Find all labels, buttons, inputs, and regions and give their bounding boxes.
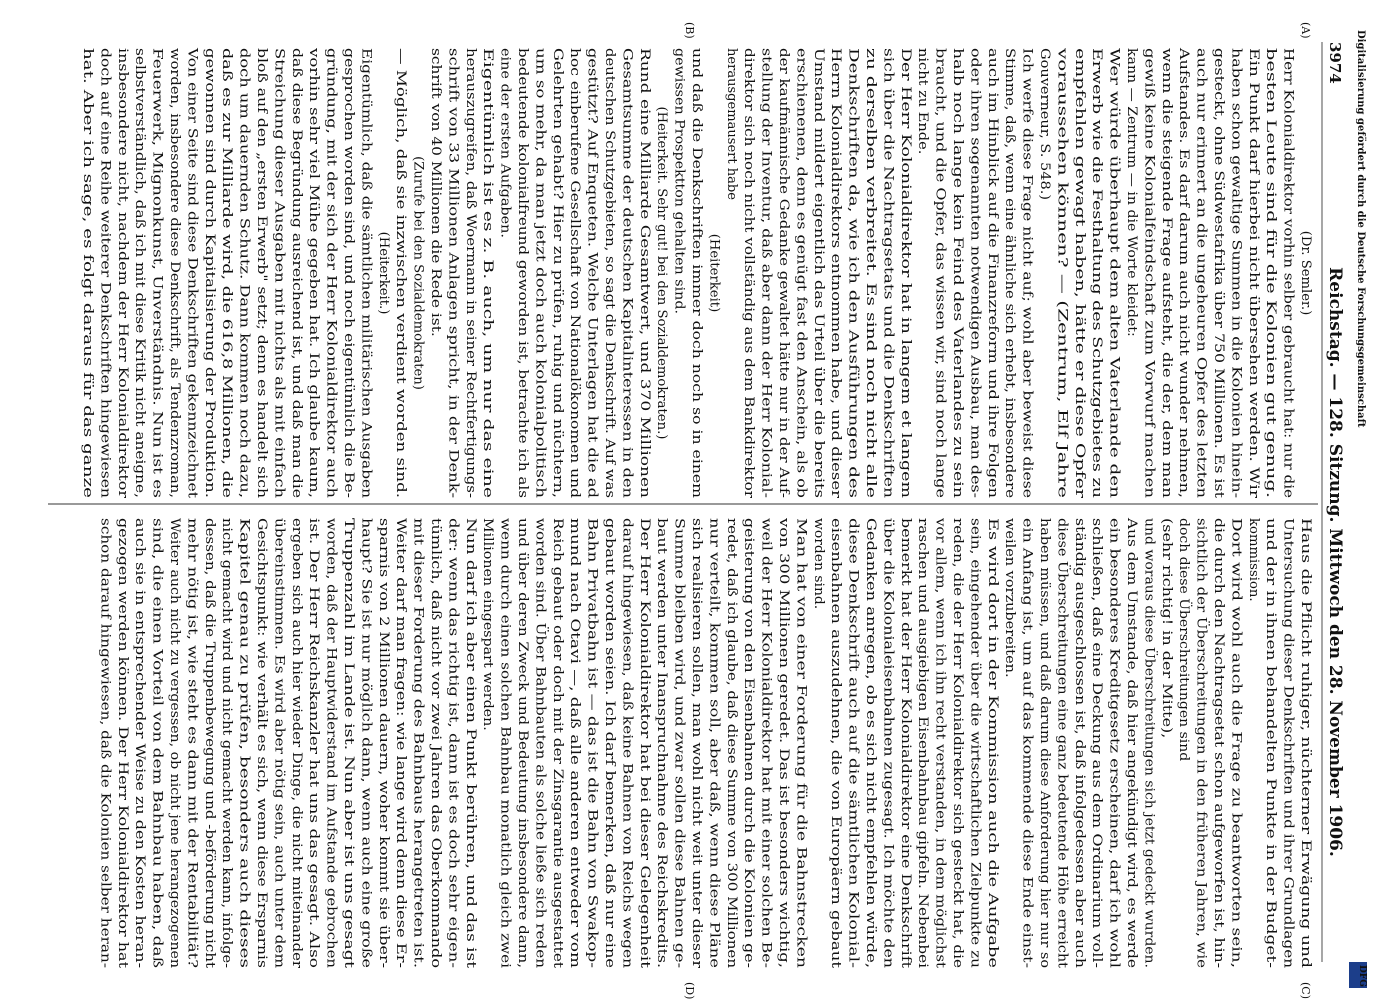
text-line: Der Herr Kolonialdirektor hat in langem et langem [897,48,913,389]
text-line: vor allem, wenn ich ihn recht verstanden, in dem möglichst [932,518,948,917]
text-line: stellung der Inventur, daß aber dann der Herr Kolonial- [758,48,774,421]
text-line: (Heiterkeit.) [375,231,391,315]
text-line: der kaufmännische Gedanke gewaltet hätte nur in der Auf- [776,48,791,443]
text-line: reden, die der Herr Kolonialdirektor sich gesteckt hat, die [950,518,965,909]
text-line: ein Anfang ist, um auf das kommende diese Ende einst- [1019,518,1035,890]
text-line: Wer würde überhaupt dem alten Vaterlande den [1106,48,1122,372]
text-line: haben schon gewaltige Summen in die Kolonien hinein- [1228,48,1244,420]
text-line: Haus die Pflicht ruhiger, nüchterner Erwägung und [1298,518,1313,864]
text-line: dessen, daß die Truppenbewegung und -beförderung nicht [201,518,217,913]
text-line: schließen, daß eine Deckung aus dem Ordinarium voll- [1089,518,1105,886]
text-line: auch im Hinblick auf die Finanzreform und ihre Folgen [984,48,1000,418]
text-line: Summe bleiben wird, und zwar sollen diese Bahnen ge- [671,518,687,890]
text-line: Weiter darf man fragen: wie lange wird denn diese Er- [393,518,409,884]
text-line: Herrn Kolonialdirektors entnommen habe, und dieser [828,48,844,408]
text-line: Denkschriften da, wie ich den Ausführungen des [845,48,861,374]
text-line: Erwerb wie die Festhaltung des Schutzgebietes zu [1089,48,1105,387]
text-line: ist. Der Herr Reichskanzler hat uns das gesagt. Also [306,518,322,869]
text-line: schrift von 40 Millionen die Rede ist. [428,48,443,296]
text-line: sich über die Nachtragsetats und die Denkschriften [880,48,896,395]
text-line: (Heiterkeit) [706,233,722,313]
text-line: und daß die Denkschriften immer doch noch so in einem [689,48,704,428]
text-line: Es wird dort in der Kommission auch die Aufgabe [984,518,1000,851]
margin-mark-d: (D) [683,982,696,1000]
text-line: wenn durch einen solchen Bahnbau monatlich gleich zwei [497,518,513,908]
text-line: worden sind. Über Bahnbauten als solche ließe sich reden [532,518,548,909]
text-line: sind, die einen Vorteil von dem Bahnbau haben, daß [149,518,165,868]
digitization-credit: Digitalisierung gefördert durch die Deutsche Forschungsgemeinschaft [1355,30,1366,428]
text-line: (Heiterkeit. Sehr gut! bei den Sozialdemokraten.) [654,106,670,440]
text-line: bedeutende kolonialfreund geworden ist, betrachte ich als [515,48,530,440]
text-line: Kapitel genau zu prüfen, besonders auch dieses [236,518,252,839]
text-line: besten Leute sind für die Kolonien gut genug. [1263,48,1279,355]
text-line: nicht gemacht wird und nicht gemacht werden kann, infolge- [219,518,235,929]
text-line: Gouverneur, S. 548.) [1037,48,1052,187]
text-line: Reich gebaut oder doch mit der Zinsgarantie ausgestattet [549,518,565,907]
text-line: zu derselben verbreitet. Es sind noch nicht alle [863,48,878,365]
text-line: gewissen Prospektton gehalten sind. [671,48,687,294]
text-line: sparnis von 2 Millionen dauern, woher kommt sie über- [375,518,391,890]
text-line: Eigentümlich, daß die sämtlichen militärischen Ausgaben [358,48,374,435]
text-line: gewiß keine Kolonialfeindschaft zum Vorwurf machen [1141,48,1157,409]
dfg-logo: DFG [1357,965,1367,987]
text-line: nicht zu Ende. [915,48,931,145]
text-line: bloß auf den „ersten Erwerb" setzt; denn es handelt sich [254,48,269,429]
text-line: tümlich, daß nicht vor zwei Jahren das Oberkommando [428,518,443,888]
text-line: doch auf eine Reihe weiterer Denkschriften hingewiesen [97,48,113,429]
text-line: gewonnen sind durch Kapitalisierung der Produktion. [201,48,217,408]
text-line: Der Herr Kolonialdirektor hat bei dieser Gelegenheit [636,518,652,873]
text-line: der: wenn das richtig ist, dann ist es doch sehr eigen- [445,518,461,878]
text-line: auch nur erinnert an die ungeheuren Opfer des letzten [1193,48,1209,417]
text-line: wenn die steigende Frage aufsteht, die der, dem man [1158,48,1174,406]
text-line: kann — Zentrum — in die Worte kleidet: [1124,48,1139,319]
text-line: selbstverständlich, daß ich mit diese Kritik nicht aneigne, [132,48,148,435]
text-line: schrift von 33 Millionen Anlagen spricht, in der Denk- [445,48,461,409]
text-line: geisterung von den Eisenbahnen durch die Kolonien ge- [741,518,757,894]
text-line: gesteckt, ohne Südwestafrika über 750 Millionen. Es ist [1211,48,1226,424]
text-line: (sehr richtig! in der Mitte), [1158,518,1174,700]
text-line: halb noch lange kein Feind des Vaterlandes zu sein [950,48,965,391]
text-line: gebaut worden seien. Ich darf bemerken, daß nur eine [602,518,617,885]
text-line: erschienenen, denn es genügt fast den Anschein, als ob [793,48,809,421]
text-line: voraussehen können? — (Zentrum, Elf Jahre [1054,48,1070,345]
text-line: mit dieser Forderung des Bahnbaus herangetreten ist. [410,518,426,883]
margin-mark-c: (C) [1299,982,1312,999]
text-line: Aus dem Umstande, daß hier angekündigt wird, es werde [1124,518,1139,905]
text-line: die durch den Nachtragsetat schon aufgeworfen ist, hin- [1211,518,1226,898]
text-line: sein, eingehender über die wirtschaftlichen Zielpunkte zu [967,518,983,907]
text-line: Bahn Privatbahn ist — das ist die Bahn von Swakop- [584,518,600,869]
text-line: bemerkt hat der Herr Kolonialdirektor eine Denkschrift [897,518,913,891]
text-line: Millionen eingespart werden. [480,518,496,716]
text-line: Herr Kolonialdirektor vorhin selber gebraucht hat: nur die [1280,48,1296,441]
text-line: vorhin sehr viel Mühe gegeben hat. Ich glaube kaum, [306,48,322,407]
text-line: ergeben sich auch hier wieder Dinge, die nicht miteinander [288,518,304,918]
text-line: hoc einberufene Gesellschaft von Nationalökonomen und [567,48,583,432]
text-line: Ein Punkt darf hierbei nicht übersehen werden. Wir [1245,48,1261,397]
text-line: Nun darf ich aber einen Punkt berühren, und das ist [462,518,478,870]
running-head: Reichstag. — 128. Sitzung. Mittwoch den 28. November 1906. [1325,267,1345,857]
margin-mark-a: (A) [1299,22,1312,39]
text-line: eisenbahnen auszudehnen, die von Europäern gebaut [828,518,844,878]
text-line: Dort wird wohl auch die Frage zu beantworten sein, [1228,518,1244,869]
text-line: kommission. [1245,518,1261,602]
text-line: auch sie in entsprechender Weise zu den Kosten heran- [132,518,148,890]
page-number: 3974 [1326,42,1344,84]
text-line: schon darauf hingewiesen, daß die Kolonien selber heran- [97,518,113,908]
text-line: gründung, mit der sich der Herr Kolonialdirektor auch [323,48,339,414]
text-line: Streichung dieser Ausgaben mit nichts als mit einfach [271,48,287,412]
text-line: sichtlich der Überschreitungen in den früheren Jahren, wie [1193,518,1209,916]
text-line: darauf hingewiesen, daß keine Bahnen von Reichs wegen [619,518,635,904]
text-line: gestützt? Auf Enqueten. Welche Unterlagen hat die ad [584,48,600,413]
text-line: Aufstandes. Es darf darum auch nicht wunder nehmen, [1176,48,1192,419]
text-line: und über deren Zweck und Bedeutung insbesondere dann, [515,518,530,912]
text-line: gezogen werden können. Der Herr Kolonialdirektor hat [114,518,130,890]
text-line: gesprochen worden sind, und noch eigentümlich die Be- [341,48,356,426]
text-line: sich realisieren sollen, man wohl nicht weit unter dieser [689,518,704,895]
text-line: Truppenzahl im Lande ist. Nun aber ist uns gesagt [341,518,356,858]
text-line: mehr nötig ist, wie steht es dann mit der Rentabilität? [184,518,200,882]
text-line: haben müssen, und daß darum diese Anforderung hier nur so [1037,518,1052,931]
text-line: Gesamtsumme der deutschen Kapitalinteressen in den [619,48,635,415]
text-line: Umstand mildert eigentlich das Urteil über die bereits [810,48,826,414]
text-line: — Möglich, daß sie inzwischen verdient worden sind. [393,48,409,406]
text-line: hat. Aber ich sage, es folgt daraus für das ganze [80,48,95,373]
text-line: raschen und ausgiebigen Eisenbahnbau gipfeln. Nebenbei [915,518,931,909]
text-line: worden, daß der Hauptwiderstand im Aufstande gebrochen [323,518,339,918]
text-line: Feuerwerk, Mignonkunst, Unverständnis. Nun ist es [149,48,165,399]
text-line: Ich werfe diese Frage nicht auf; wohl aber beweist diese [1019,48,1035,429]
text-line: ständig ausgeschlossen ist, daß infolgedessen aber auch [1071,518,1087,897]
text-line: Rund eine Milliarde Gesamtwert, und 370 Millionen [636,48,652,397]
text-line: worden sind. [810,518,826,605]
text-line: Stimme, daß, wenn eine ähnliche sich erhebt, insbesondere [1002,48,1018,449]
text-line: von 300 Millionen geredet. Das ist besonders wichtig, [776,518,791,880]
text-line: insbesondere nicht, nachdem der Herr Kolonialdirektor [114,48,130,421]
text-line: redet, daß ich glaube, daß diese Summe von 300 Millionen [723,518,739,913]
text-line: doch diese Überschreitungen sind [1176,518,1192,748]
text-line: über die Kolonialeisenbahnen zugesagt. Ich möchte den [880,518,896,894]
text-line: diese Denkschrift auch auf die sämtlichen Kolonial- [845,518,861,863]
text-line: und woraus diese Überschreitungen sich jetzt gedeckt wurden. [1141,518,1157,943]
text-line: und der in ihnen behandelten Punkte in der Budget- [1263,518,1279,868]
text-line: eine der ersten Aufgaben. [497,48,513,223]
text-line: Von einer Seite sind diese Denkschriften gekennzeichnet [184,48,200,430]
text-line: mund nach Otavi —, daß alle anderen entweder vom [567,518,583,871]
text-line: übereinstimmen. Es wird aber nötig sein, auch unter dem [271,518,287,906]
text-line: ein besonderes Kreditgesetz erscheinen, darf ich wohl [1106,518,1122,883]
text-line: Gelehrten gehabt? Hier zu prüfen, ruhig und nüchtern, [549,48,565,418]
text-line: daß diese Begründung ausreichend ist, und daß man die [288,48,304,428]
margin-mark-b: (B) [683,22,696,39]
text-line: doch um dauernden Schutz. Dann kommen noch dazu, [236,48,252,414]
text-line: baut werden unter Inanspruchnahme des Reichskredits. [654,518,670,896]
text-line: um so mehr, da man jetzt doch auch kolonialpolitisch [532,48,548,405]
text-line: Gesichtspunkt: wie verhält es sich, wenn diese Ersparnis [254,518,269,901]
text-line: Eigentümlich ist es z. B. auch, um nur das eine [480,48,496,363]
text-line: Man hat von einer Forderung für die Bahnstrecken [793,518,809,861]
text-line: haupt? Sie ist nur möglich dann, wenn auch eine große [358,518,374,889]
text-line: worden, insbesondere diese Denkschrift, als Tendenzroman, [167,48,182,453]
text-line: herauszugreifen, daß Woermann in seiner Rechtfertigungs- [462,48,478,447]
text-line: Gedanken anregen, ob es sich nicht empfehlen würde, [863,518,878,883]
text-line: Weiter auch nicht zu vergessen, ob nicht jene herangezogenen [167,518,182,939]
text-line: (Dr. Semler.) [1298,230,1313,316]
text-line: weilen vorzubereiten. [1002,518,1018,664]
text-line: deutschen Schutzgebieten, so sagt die Denkschrift. Auf was [602,48,617,450]
text-line: daß es zur Milliarde wird, die 616,8 Millionen, die [219,48,235,385]
text-line: (Zurufe bei den Sozialdemokraten) [410,156,426,390]
text-line: diese Überschreitungen eine ganz bedeutende Höhe erreicht [1054,518,1070,929]
text-line: braucht, und die Opfer, das wissen wir, sind noch lange [932,48,948,420]
text-line: weil der Herr Kolonialdirektor hat mit einer solchen Be- [758,518,774,894]
text-line: Untersuchung dieser Denkschriften und ihrer Grundlagen [1280,518,1296,909]
text-line: nur verteilt, kommen soll, aber daß, wenn diese Pläne [706,518,722,881]
text-line: direktor sich noch nicht vollständig aus dem Bankdirektor [741,48,757,439]
text-line: oder ihren sogenannten notwendigen Ausbau, man des- [967,48,983,422]
text-line: herausgemausert habe [723,48,739,202]
text-line: empfehlen gewagt haben, hätte er diese Opfer [1071,48,1087,361]
